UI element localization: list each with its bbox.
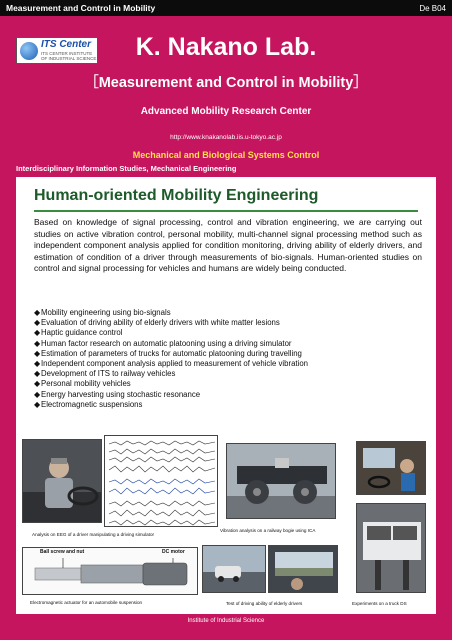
- list-item: ◆Energy harvesting using stochastic resonance: [34, 389, 201, 399]
- truck-cabin-illustration: [357, 442, 426, 495]
- research-description: Based on knowledge of signal processing, control and vibration engineering, we are carrying out studies on active vibration control, personal mobility, multi-channel signal processing method such as independent component analysis applied for condition monitoring, driving ability of elderly drivers, and estimation of condition of a driver through measurements of bio-signals. Human-oriented studies on control and signal processing for vehicles and humans are widely being conducted.: [34, 217, 422, 274]
- eeg-caption: Analysis on EEG of a driver manipulating a driving simulator: [32, 532, 155, 537]
- lab-subtitle: ［Measurement and Control in Mobility］: [84, 75, 368, 91]
- research-center: Advanced Mobility Research Center: [140, 106, 312, 117]
- list-item: ◆Electromagnetic suspensions: [34, 399, 143, 409]
- actuator-caption: Electromagnetic actuator for an automobile suspension: [30, 600, 143, 605]
- truck-ds-photo-bottom: [356, 503, 426, 593]
- list-item: ◆Development of ITS to railway vehicles: [34, 369, 176, 379]
- list-item: ◆Evaluation of driving ability of elderly drivers with white matter lesions: [34, 318, 280, 328]
- logo-subtext: ITS CENTER INSTITUTE OF INDUSTRIAL SCIENCE: [41, 51, 97, 61]
- list-item: ◆Independent component analysis applied to measurement of vehicle vibration: [34, 359, 308, 369]
- railway-bogie-photo: [226, 443, 336, 519]
- list-item: ◆Mobility engineering using bio-signals: [34, 308, 171, 317]
- elderly-caption: Test of driving ability of elderly drivers: [226, 601, 303, 606]
- top-bar: [0, 0, 452, 16]
- truck-ds-photo-top: [356, 441, 426, 495]
- eeg-signal-plot: [104, 435, 218, 527]
- truck-caption: Experiments on a truck DS: [352, 601, 407, 606]
- elderly-test-photo-right: [268, 545, 338, 593]
- section-heading: Human-oriented Mobility Engineering: [34, 187, 319, 204]
- bogie-illustration: [227, 444, 336, 519]
- topic-list: [34, 308, 308, 410]
- department: Mechanical and Biological Systems Control: [132, 150, 320, 160]
- driver-illustration: [23, 440, 102, 523]
- content-panel: [16, 177, 436, 614]
- elderly-test-photo-left: [202, 545, 266, 593]
- heading-divider: [34, 210, 418, 212]
- road-illustration: [203, 546, 266, 593]
- lab-url[interactable]: http://www.knakanolab.iis.u-tokyo.ac.jp: [170, 134, 282, 141]
- logo-name: ITS Center: [41, 39, 92, 50]
- actuator-label-ball-screw: Ball screw and nut: [40, 549, 85, 555]
- simulator-screen-illustration: [269, 546, 338, 593]
- truck-simulator-illustration: [357, 504, 426, 593]
- footer-institute: Institute of Industrial Science: [187, 618, 265, 624]
- poster-code: De B04: [419, 3, 446, 13]
- list-item: ◆Human factor research on automatic platooning using a driving simulator: [34, 338, 292, 348]
- lab-name: K. Nakano Lab.: [135, 33, 317, 61]
- poster-series-title: Measurement and Control in Mobility: [6, 3, 156, 13]
- list-item: ◆Personal mobility vehicles: [34, 379, 131, 389]
- list-item: ◆Haptic guidance control: [34, 328, 123, 338]
- eeg-waveforms: [105, 436, 218, 527]
- bogie-caption: Vibration analysis on a railway bogie using ICA: [220, 528, 316, 533]
- eeg-driver-photo: [22, 439, 102, 523]
- actuator-illustration: [23, 548, 198, 595]
- actuator-label-dc-motor: DC motor: [162, 549, 185, 555]
- list-item: ◆Estimation of parameters of trucks for automatic platooning during travelling: [34, 348, 302, 358]
- school-affiliation: Interdisciplinary Information Studies, Mechanical Engineering: [16, 164, 237, 173]
